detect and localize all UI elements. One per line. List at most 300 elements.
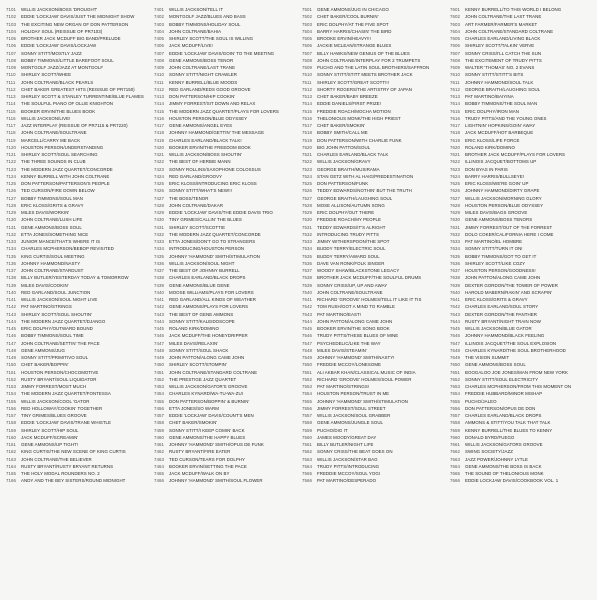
album-title: ETTA JONES/SOMETHING NICE (21, 231, 89, 237)
album-title: THE MODERN JAZZ QUARTET/PLAYS FOR LOVERS (169, 108, 279, 114)
album-title: MOOSE WILLIAMS/PLAYS FOR LOVERS (169, 289, 254, 295)
album-title: HOUSTON PERSON/UNDERSTANDING (21, 144, 104, 150)
album-title: TEDDY EDWARDS/IT'S ALRIGHT (317, 224, 386, 230)
catalog-number: 7665 (450, 471, 460, 476)
catalog-number: 7527 (302, 195, 312, 201)
catalog-number: 7132 (6, 231, 16, 237)
catalog-row (154, 267, 294, 274)
catalog-row (302, 6, 442, 13)
catalog-number: 7628 (450, 202, 460, 208)
catalog-number: 7634 (450, 246, 460, 252)
catalog-row (154, 238, 294, 245)
catalog-row (302, 122, 442, 129)
catalog-number: 7625 (450, 181, 460, 186)
album-title: WILLIS JACKSON/GATORS GROOVE (465, 442, 543, 447)
catalog-number: 7156 (6, 405, 16, 411)
album-title: EDDIE 'LOCKJAW' DAVIS/COUNT'S MEN (169, 413, 254, 418)
catalog-row (6, 427, 146, 434)
catalog-row (6, 332, 146, 339)
catalog-row (154, 79, 294, 86)
catalog-number: 7646 (450, 333, 460, 339)
catalog-row (6, 289, 146, 296)
album-title: SONNY STITT/PRIMITIVO SOUL (21, 355, 89, 360)
catalog-number: 7439 (154, 282, 164, 288)
catalog-row (6, 448, 146, 455)
catalog-row (450, 6, 590, 13)
catalog-number: 7617 (450, 123, 460, 128)
album-title: FREDDIE ROACH/MY PEOPLE (317, 217, 382, 223)
album-title: HOUSTON PERSON/BLUE ODYSSEY (169, 115, 248, 121)
album-title: SWING SOCIETY/JAZZ (465, 449, 513, 455)
catalog-row (6, 209, 146, 216)
album-title: EDDIE 'LOCKJAW' DAVIS/TRANE WHISTLE (21, 420, 112, 426)
album-title: ERIC KLOSS/GRITS & GRAVY (465, 297, 528, 302)
album-title: JOHN PATTON/ALONG CAME JOHN (169, 355, 245, 360)
album-title: SHIRLEY SCOTT/STOMPIN' (169, 362, 227, 368)
catalog-number: 7559 (302, 427, 312, 433)
catalog-number: 7138 (6, 275, 16, 281)
album-title: GENE AMMONS/UP TIGHT! (21, 442, 78, 447)
catalog-row (450, 144, 590, 151)
album-title: WILLIS JACKSON/COOL 'GATOR (21, 398, 90, 404)
catalog-number: 7554 (302, 391, 312, 397)
album-title: SONNY STITT/SOUL SHACK (169, 347, 229, 353)
catalog-number: 7532 (302, 231, 312, 237)
catalog-number: 7652 (450, 376, 460, 382)
catalog-number: 7108 (6, 57, 16, 63)
catalog-row (450, 13, 590, 20)
catalog-row (6, 441, 146, 448)
catalog-row (302, 209, 442, 216)
catalog-row (450, 260, 590, 267)
album-title: ERIC DOLPHY/AT THE FIVE SPOT (317, 21, 389, 27)
album-title: CHET BAKER/BOPPIN' (21, 362, 69, 368)
catalog-number: 7413 (154, 94, 164, 99)
catalog-number: 7406 (154, 43, 164, 49)
catalog-row (6, 64, 146, 71)
album-title: JACK MCDUFF/SCREAMIN' (21, 434, 79, 440)
album-title: CHARLES KYNARD/THE SOUL BROTHERHOOD (465, 347, 566, 353)
catalog-row (6, 318, 146, 325)
catalog-row (450, 274, 590, 281)
catalog-number: 7123 (6, 166, 16, 172)
album-title: KENNY BURRELL WITH JOHN COLTRANE (21, 173, 110, 179)
album-title: SONNY CRISS/THE BEAT GOES ON (317, 449, 393, 455)
album-title: ERIC KLOSS/WE'RE GOIN' UP (465, 181, 529, 186)
catalog-row (6, 180, 146, 187)
catalog-number: 7433 (154, 239, 164, 244)
album-title: TRUDY PITTS/INTRODUCING (317, 463, 380, 469)
catalog-number: 7512 (302, 86, 312, 92)
catalog-number: 7106 (6, 43, 16, 49)
catalog-row (6, 253, 146, 260)
catalog-number: 7633 (450, 239, 460, 244)
catalog-row (302, 86, 442, 93)
album-title: SHIRLEY SCOTT/THE SOUL IS WILLING (169, 36, 254, 41)
catalog-row (154, 42, 294, 49)
catalog-row (6, 50, 146, 57)
catalog-row (302, 166, 442, 173)
catalog-row (154, 71, 294, 78)
catalog-number: 7131 (6, 224, 16, 230)
album-title: EDDIE 'LOCKJAW' DAVIS/GOIN' TO THE MEETING (169, 50, 275, 56)
album-title: EDDIE 'LOCKJAW' DAVIS/THE EDDIE DAVIS TRIO (169, 210, 273, 215)
catalog-number: 7140 (6, 289, 16, 295)
album-title: DOLO COKER/CALIFORNIA HERE I COME (465, 231, 554, 237)
catalog-number: 7506 (302, 43, 312, 49)
catalog-row (154, 28, 294, 35)
album-title: CHET BAKER/COOL BURNIN' (317, 14, 379, 20)
album-title: GENE AMMONS/THE HAPPY BLUES (169, 434, 246, 440)
catalog-row (450, 383, 590, 390)
catalog-number: 7124 (6, 173, 16, 179)
catalog-number: 7404 (154, 28, 164, 34)
album-title: PSYCHEDELIC/LIKE THE WAY (317, 340, 381, 346)
catalog-row (154, 122, 294, 129)
catalog-number: 7563 (302, 456, 312, 462)
album-title: MILES DAVIS/WORKIN' (21, 210, 70, 215)
catalog-number: 7157 (6, 413, 16, 418)
catalog-number: 7504 (302, 28, 312, 34)
album-title: JOHN COLTRANE/INTERPLAY FOR 2 TRUMPETS (317, 57, 421, 63)
album-title: CHARLES EARLAND/BLACK TALK! (169, 137, 242, 143)
album-title: ART FARMER/FARMER'S MARKET (465, 21, 538, 27)
album-title: THE THREE SOUNDS IN CLUB (21, 159, 86, 165)
catalog-row (302, 158, 442, 165)
catalog-number: 7457 (154, 413, 164, 418)
catalog-row (450, 42, 590, 49)
catalog-number: 7441 (154, 297, 164, 302)
album-title: SONNY STITT/I KEEP COMIN' BACK (169, 427, 245, 433)
catalog-number: 7162 (6, 449, 16, 455)
album-title: RUSTY BRYANT/RUSTY BRYANT RETURNS (21, 463, 114, 469)
album-title: FREDDIE MCCOY/LONESOME (317, 362, 382, 368)
catalog-row (154, 151, 294, 158)
catalog-column-4 (450, 6, 590, 485)
catalog-row (6, 463, 146, 470)
catalog-row (154, 311, 294, 318)
catalog-row (154, 100, 294, 107)
album-title: ALI AKBAR KHAN/CLASSICAL MUSIC OF INDIA (317, 369, 416, 375)
catalog-number: 7610 (450, 72, 460, 78)
catalog-number: 7549 (302, 355, 312, 360)
catalog-row (450, 231, 590, 238)
catalog-number: 7522 (302, 159, 312, 165)
catalog-number: 7116 (6, 115, 16, 121)
catalog-row (6, 325, 146, 332)
album-title: THE EXCITING NEW ORGAN OF DON PATTERSON (21, 21, 129, 27)
album-title: KENNY BURRELL/TO THIS WORLD I BELONG (465, 7, 562, 12)
catalog-number: 7523 (302, 166, 312, 172)
catalog-number: 7662 (450, 449, 460, 455)
catalog-number: 7514 (302, 101, 312, 107)
album-title: GENE AMMONS/JUNGLE SOUL (317, 420, 384, 426)
album-title: GEORGE BRAITH/LAUGHING SOUL (465, 86, 541, 92)
catalog-number: 7142 (6, 304, 16, 310)
catalog-number: 7659 (450, 427, 460, 433)
catalog-number: 7462 (154, 449, 164, 455)
album-title: CHET BAKER GREATEST HITS (REISSUE OF PR7150) (21, 86, 135, 92)
catalog-number: 7513 (302, 94, 312, 99)
catalog-number: 7656 (450, 405, 460, 411)
catalog-number: 7159 (6, 427, 16, 433)
catalog-row (6, 311, 146, 318)
catalog-row (450, 463, 590, 470)
album-title: BOBBY TIMMONS/SOUL MAN (21, 195, 84, 201)
catalog-number: 7403 (154, 21, 164, 27)
catalog-row (154, 231, 294, 238)
album-title: ROLAND KIRK/DOMINO (169, 326, 219, 331)
album-title: MONTGOLF JAZZ/BLUES AND BASS (169, 14, 246, 20)
album-title: GENE AMMONS/THE BOSS IS BACK (465, 463, 542, 469)
catalog-number: 7418 (154, 130, 164, 136)
catalog-row (450, 390, 590, 397)
catalog-row (154, 13, 294, 20)
album-title: BOOKER ERVIN/SETTING THE PACE (169, 463, 247, 469)
catalog-row (302, 187, 442, 194)
catalog-number: 7429 (154, 210, 164, 215)
catalog-row (154, 216, 294, 223)
catalog-number: 7642 (450, 304, 460, 310)
catalog-row (450, 369, 590, 376)
catalog-number: 7141 (6, 297, 16, 302)
catalog-number: 7437 (154, 268, 164, 273)
catalog-row (302, 477, 442, 484)
album-title: WILLIS JACKSON/GRAVY (317, 159, 371, 165)
catalog-row (6, 303, 146, 310)
album-title: DEXTER GORDON/THE PANTHER (465, 311, 537, 317)
album-title: RED GARLAND/GROOVY (169, 173, 223, 179)
catalog-number: 7501 (302, 7, 312, 12)
catalog-number: 7541 (302, 297, 312, 302)
catalog-number: 7658 (450, 420, 460, 426)
catalog-number: 7613 (450, 94, 460, 99)
catalog-number: 7461 (154, 442, 164, 447)
catalog-number: 7103 (6, 21, 16, 27)
catalog-number: 7450 (154, 362, 164, 368)
catalog-row (154, 463, 294, 470)
catalog-row (6, 260, 146, 267)
album-title: RICHARD 'GROOVE' HOLMES/TELL IT LIKE IT TIS (317, 297, 422, 302)
catalog-number: 7426 (154, 188, 164, 194)
album-title: SONNY ROLLINS/SAXOPHONE COLOSSUS (169, 166, 261, 172)
catalog-column-1 (6, 6, 146, 485)
catalog-row (450, 28, 590, 35)
album-title: ETTA JONES/SO WARM (169, 405, 219, 411)
catalog-row (450, 129, 590, 136)
album-title: AMMONS & STITT/YOU TALK THAT TALK (465, 420, 551, 426)
catalog-row (302, 144, 442, 151)
album-title: RED GARLAND/SOUL JUNCTION (21, 289, 91, 295)
catalog-number: 7443 (154, 311, 164, 317)
album-title: WILLIS JACKSON/TELL IT (169, 7, 224, 12)
catalog-row (450, 434, 590, 441)
album-title: BUDDY TERRY/AWARD SOUL (317, 253, 380, 259)
album-title: MARCELL/CARRY ME BACK (21, 137, 81, 143)
catalog-row (154, 50, 294, 57)
album-title: JOHNNY HAMMOND/GETTIN' THE MESSAGE (169, 130, 265, 136)
catalog-number: 7146 (6, 333, 16, 339)
catalog-number: 7630 (450, 217, 460, 223)
catalog-row (302, 79, 442, 86)
catalog-number: 7147 (6, 340, 16, 346)
catalog-row (154, 245, 294, 252)
catalog-column-2 (154, 6, 294, 485)
album-title: MOSE ALLISON/AUTUMN SONG (317, 202, 385, 208)
catalog-row (154, 419, 294, 426)
album-title: FREDDIE ROACH/MOCHA MOTION (317, 108, 391, 114)
catalog-number: 7405 (154, 36, 164, 41)
catalog-number: 7417 (154, 123, 164, 128)
catalog-number: 7113 (6, 94, 16, 99)
catalog-row (6, 398, 146, 405)
catalog-number: 7465 (154, 471, 164, 476)
catalog-number: 7432 (154, 231, 164, 237)
catalog-number: 7609 (450, 65, 460, 70)
catalog-row (302, 238, 442, 245)
catalog-number: 7517 (302, 123, 312, 128)
album-title: SONNY CRISS/UP, UP AND AWAY (317, 282, 388, 288)
album-title: THE BEST OF GENE AMMONS (169, 311, 234, 317)
catalog-number: 7410 (154, 72, 164, 78)
catalog-number: 7150 (6, 362, 16, 368)
catalog-number: 7616 (450, 115, 460, 121)
catalog-number: 7618 (450, 130, 460, 136)
album-title: PAT MARTINO/BAIYINA (465, 94, 514, 99)
catalog-row (154, 325, 294, 332)
album-title: GENE AMMONS/JUG IN CHICAGO (317, 7, 389, 12)
catalog-number: 7535 (302, 253, 312, 259)
catalog-number: 7538 (302, 275, 312, 281)
catalog-row (302, 434, 442, 441)
album-title: JOHN PATTON/ALONG CAME JOHN (465, 275, 541, 281)
catalog-number: 7137 (6, 268, 16, 273)
catalog-number: 7154 (6, 391, 16, 397)
catalog-number: 7121 (6, 152, 16, 157)
album-title: SONNY STITT/KALEIDOSCOPE (169, 318, 235, 324)
album-title: WILLIS JACKSON/LIVE! (21, 115, 71, 121)
catalog-row (6, 86, 146, 93)
catalog-number: 7120 (6, 144, 16, 150)
catalog-row (6, 456, 146, 463)
catalog-number: 7607 (450, 50, 460, 56)
catalog-number: 7161 (6, 442, 16, 447)
catalog-number: 7639 (450, 282, 460, 288)
catalog-row (450, 187, 590, 194)
catalog-row (302, 412, 442, 419)
catalog-number: 7643 (450, 311, 460, 317)
catalog-row (450, 209, 590, 216)
catalog-row (302, 332, 442, 339)
album-title: JAMES MOODY/GREAT DAY (317, 434, 377, 440)
album-title: GENE AMMONS/BOSS SOUL (465, 362, 526, 368)
catalog-row (450, 79, 590, 86)
album-title: SHIRLEY SCOTT/SOUL SHOUTIN' (21, 311, 92, 317)
catalog-row (302, 173, 442, 180)
catalog-number: 7139 (6, 282, 16, 288)
album-title: CHET BAKER/SMOKIN' (317, 123, 366, 128)
album-title: GEORGE BRAITH/MUSIRAMA (317, 166, 380, 172)
catalog-number: 7528 (302, 202, 312, 208)
catalog-row (450, 477, 590, 484)
catalog-number: 7524 (302, 173, 312, 179)
catalog-row (302, 151, 442, 158)
catalog-number: 7125 (6, 181, 16, 186)
catalog-number: 7621 (450, 152, 460, 157)
catalog-row (154, 441, 294, 448)
catalog-row (6, 100, 146, 107)
album-title: MILES DAVIS/COOKIN' (21, 282, 69, 288)
catalog-number: 7153 (6, 384, 16, 389)
album-title: JOHNNY 'HAMMOND' SMITH/STIMULATION (169, 253, 261, 259)
album-title: ERIC KLOSS/INTRODUCING ERIC KLOSS (169, 181, 257, 186)
album-title: TINY GRIMES/CALLIN' THE BLUES (169, 217, 242, 223)
catalog-number: 7553 (302, 384, 312, 389)
catalog-row (6, 231, 146, 238)
catalog-row (302, 376, 442, 383)
catalog-number: 7650 (450, 362, 460, 368)
album-title: SHORTY ROGERS/THE ARTISTRY OF JAPAN (317, 86, 412, 92)
catalog-number: 7416 (154, 115, 164, 121)
album-title: ANDY AND THE BEY SISTERS/ROUND MIDNIGHT (21, 478, 126, 484)
catalog-row (450, 100, 590, 107)
album-title: SHIRLEY SCOTT/GREAT SCOTT!!! (317, 79, 389, 85)
album-title: THE MODERN JAZZ QUARTET/FONTESSA (21, 391, 111, 397)
album-title: DON PATTERSON/WITH CHARLIE FUNK (317, 137, 402, 143)
catalog-row (450, 158, 590, 165)
catalog-row (154, 405, 294, 412)
album-title: BOBBY TIMMONS/LITTLE BAREFOOT SOUL (21, 57, 114, 63)
catalog-row (302, 57, 442, 64)
album-title: WILLIS JACKSON/MORNING GLORY (465, 195, 542, 201)
catalog-number: 7118 (6, 130, 16, 136)
catalog-number: 7460 (154, 434, 164, 440)
album-title: JIMMY FORREST/SOUL STREET (317, 405, 386, 411)
album-title: DON PATTERSON/BOPPIN' & BURNIN' (169, 398, 250, 404)
album-title: WILLIS JACKSON/BOSS 'DROUGHT' (21, 7, 98, 12)
catalog-row (154, 383, 294, 390)
catalog-row (154, 361, 294, 368)
catalog-number: 7611 (450, 79, 460, 85)
catalog-row (6, 347, 146, 354)
catalog-row (450, 419, 590, 426)
catalog-row (302, 13, 442, 20)
catalog-row (450, 35, 590, 42)
catalog-number: 7122 (6, 159, 16, 165)
catalog-number: 7529 (302, 210, 312, 215)
catalog-row (450, 224, 590, 231)
catalog-number: 7653 (450, 384, 460, 389)
album-title: PAT MARTINO/DESPERADO (317, 478, 377, 484)
album-title: JOHNNY HAMMOND/BLACK FEELING (465, 333, 545, 339)
catalog-row (154, 318, 294, 325)
catalog-row (154, 296, 294, 303)
catalog-row (154, 35, 294, 42)
catalog-row (154, 21, 294, 28)
album-title: BROTHER JACK MCDUFF/PLAYS FOR LOVERS (465, 152, 566, 157)
album-title: BOOGALOO JOE JONES/MAN FROM NEW YORK (465, 369, 568, 375)
album-title: JACKIE MCLEAN/STRANGE BLUES (317, 43, 392, 49)
catalog-row (6, 369, 146, 376)
catalog-number: 7126 (6, 188, 16, 194)
catalog-number: 7631 (450, 224, 460, 230)
catalog-number: 7503 (302, 21, 312, 27)
catalog-row (302, 115, 442, 122)
album-title: JACK MCDUFF/WALK ON BY (169, 471, 230, 476)
catalog-number: 7104 (6, 28, 16, 34)
catalog-row (154, 369, 294, 376)
catalog-number: 7622 (450, 159, 460, 165)
